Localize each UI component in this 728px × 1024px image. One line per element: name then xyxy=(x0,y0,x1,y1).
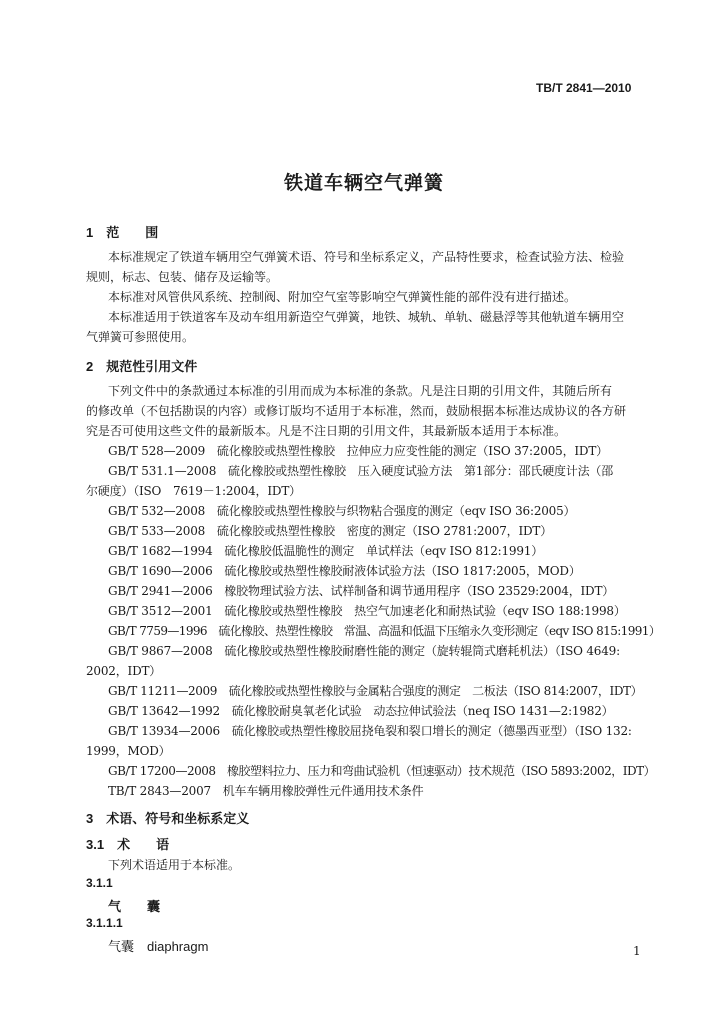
reference-item: GB/T 1690—2006 硫化橡胶或热塑性橡胶耐液体试验方法（ISO 1817:2005，MOD） xyxy=(108,564,581,578)
subsection-3-1-heading: 3.1 术 语 xyxy=(86,837,170,852)
document-title: 铁道车辆空气弹簧 xyxy=(283,173,444,194)
section-1-paragraph: 本标准适用于铁道客车及动车组用新造空气弹簧，地铁、城轨、单轨、磁悬浮等其他轨道车辆用空 xyxy=(108,310,625,324)
section-2-intro: 的修改单（不包括勘误的内容）或修订版均不适用于本标准，然而，鼓励根据本标准达成协议的各方研 xyxy=(86,404,627,418)
reference-item: 2002，IDT） xyxy=(86,664,162,678)
section-2-heading: 2 规范性引用文件 xyxy=(86,359,198,374)
subsection-intro: 下列术语适用于本标准。 xyxy=(108,858,241,872)
section-1-paragraph: 规则，标志、包装、储存及运输等。 xyxy=(86,270,279,284)
section-3-heading: 3 术语、符号和坐标系定义 xyxy=(86,811,250,826)
section-2-intro: 下列文件中的条款通过本标准的引用而成为本标准的条款。凡是注日期的引用文件，其随后所有 xyxy=(108,384,613,398)
page-number: 1 xyxy=(633,944,641,958)
section-2-intro: 究是否可使用这些文件的最新版本。凡是不注日期的引用文件，其最新版本适用于本标准。 xyxy=(86,424,567,438)
reference-item: GB/T 532—2008 硫化橡胶或热塑性橡胶与织物粘合强度的测定（eqv ISO 36:2005） xyxy=(108,504,576,518)
reference-item: 1999，MOD） xyxy=(86,744,171,758)
reference-item: GB/T 3512—2001 硫化橡胶或热塑性橡胶 热空气加速老化和耐热试验（eqv ISO 188:1998） xyxy=(108,604,626,618)
section-1-heading: 1 范 围 xyxy=(86,225,159,240)
reference-item: 尔硬度）（ISO 7619－1:2004，IDT） xyxy=(86,484,301,498)
section-1-paragraph: 本标准对风管供风系统、控制阀、附加空气室等影响空气弹簧性能的部件没有进行描述。 xyxy=(108,290,577,304)
term-heading: 气 囊 xyxy=(108,899,161,914)
reference-item: GB/T 533—2008 硫化橡胶或热塑性橡胶 密度的测定（ISO 2781:2007，IDT） xyxy=(108,524,553,538)
reference-item: GB/T 1682—1994 硫化橡胶低温脆性的测定 单试样法（eqv ISO 812:1991） xyxy=(108,544,544,558)
section-1-paragraph: 气弹簧可参照使用。 xyxy=(86,330,195,344)
clause-number: 3.1.1 xyxy=(86,876,113,890)
reference-item: GB/T 528—2009 硫化橡胶或热塑性橡胶 拉伸应力应变性能的测定（ISO 37:2005，IDT） xyxy=(108,444,608,458)
reference-item: GB/T 531.1—2008 硫化橡胶或热塑性橡胶 压入硬度试验方法 第1部分：邵氏硬度计法（邵 xyxy=(108,464,613,478)
reference-item: GB/T 2941—2006 橡胶物理试验方法、试样制备和调节通用程序（ISO 23529:2004，IDT） xyxy=(108,584,615,598)
reference-item: TB/T 2843—2007 机车车辆用橡胶弹性元件通用技术条件 xyxy=(108,784,424,798)
clause-number: 3.1.1.1 xyxy=(86,916,123,930)
reference-item: GB/T 11211—2009 硫化橡胶或热塑性橡胶与金属粘合强度的测定 二板法（ISO 814:2007，IDT） xyxy=(108,684,643,698)
term-definition: 气囊 diaphragm xyxy=(108,939,209,954)
reference-item: GB/T 13934—2006 硫化橡胶或热塑性橡胶屈挠龟裂和裂口增长的测定（德墨西亚型）（ISO 132: xyxy=(108,724,632,738)
reference-item: GB/T 9867—2008 硫化橡胶或热塑性橡胶耐磨性能的测定（旋转辊筒式磨耗机法）（ISO 4649: xyxy=(108,644,620,658)
reference-item: GB/T 13642—1992 硫化橡胶耐臭氧老化试验 动态拉伸试验法（neq ISO 1431—2:1982） xyxy=(108,704,614,718)
reference-item: GB/T 7759—1996 硫化橡胶、热塑性橡胶 常温、高温和低温下压缩永久变形测定（eqv ISO 815:1991） xyxy=(108,624,661,638)
reference-item: GB/T 17200—2008 橡胶塑料拉力、压力和弯曲试验机（恒速驱动）技术规范（ISO 5893:2002，IDT） xyxy=(108,764,656,778)
section-1-paragraph: 本标准规定了铁道车辆用空气弹簧术语、符号和坐标系定义，产品特性要求，检查试验方法、检验 xyxy=(108,250,625,264)
standard-number: TB/T 2841—2010 xyxy=(536,81,632,95)
